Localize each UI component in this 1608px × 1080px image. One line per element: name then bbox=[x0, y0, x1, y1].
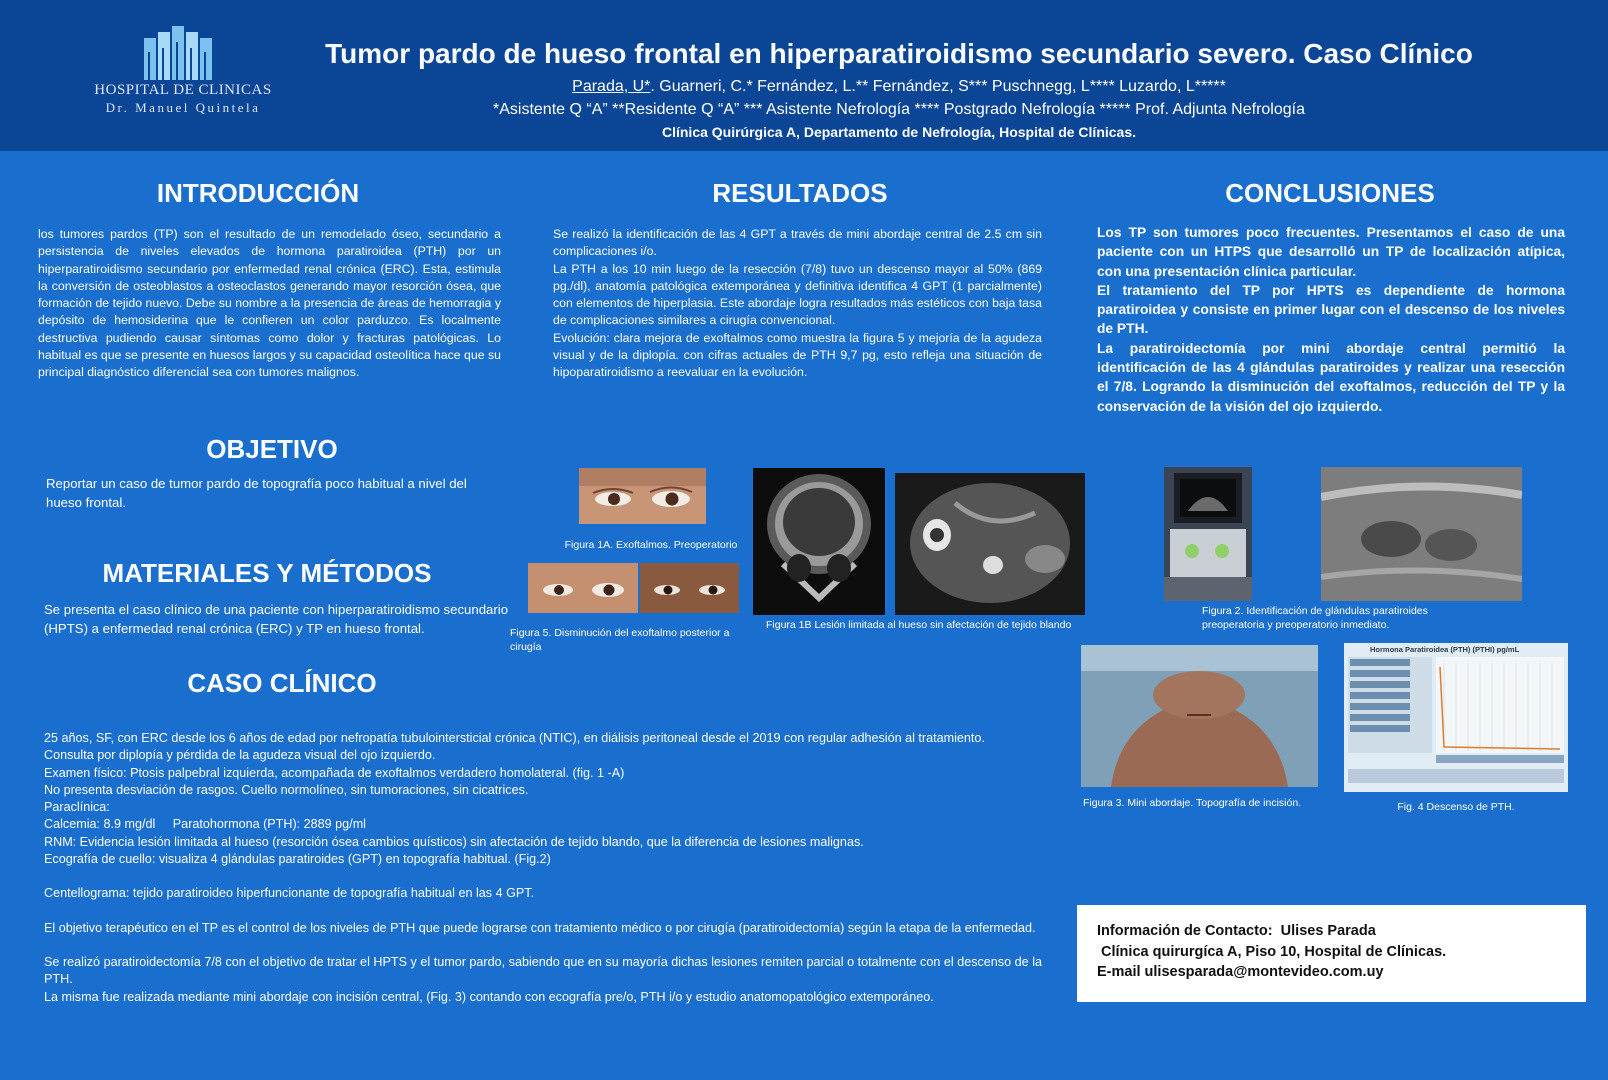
logo-line1: HOSPITAL DE CLINICAS bbox=[94, 82, 272, 98]
caso-line: El objetivo terapéutico en el TP es el control de los niveles de PTH que puede lograrse con tratamiento médico o por cirugía (paratiroidectomía) según la etapa de la enfermedad. bbox=[44, 920, 1036, 935]
caso-line: RNM: Evidencia lesión limitada al hueso (resorción ósea cambios quísticos) sin afectación de tejido blando, que la diferencia de lesiones malignas. bbox=[44, 834, 864, 849]
fig1a-caption: Figura 1A. Exoftalmos. Preoperatorio bbox=[564, 539, 738, 551]
caso-line: Se realizó paratiroidectomía 7/8 con el objetivo de tratar el HPTS y el tumor pardo, sabiendo que en su mayoría dichas lesiones remiten parcial o totalmente con el descenso de la PTH. bbox=[44, 954, 1042, 987]
contact-email: E-mail ulisesparada@montevideo.com.uy bbox=[1097, 964, 1384, 980]
fig4-chart-title: Hormona Paratiroidea (PTH) (PTHI) pg/mL bbox=[1370, 645, 1520, 654]
fig3-caption: Figura 3. Mini abordaje. Topografía de incisión. bbox=[1083, 797, 1302, 809]
fig5-preop-photo bbox=[528, 563, 638, 613]
caso-line: Ecografía de cuello: visualiza 4 glándulas paratiroides (GPT) en topografía habitual. (Fig.2) bbox=[44, 852, 551, 867]
fig2-caption: Figura 2. Identificación de glándulas paratiroides preoperatoria y preoperatorio inmediato. bbox=[1202, 605, 1428, 631]
conclusiones-text: Los TP son tumores poco frecuentes. Presentamos el caso de una paciente con un HTPS que desarrolló un TP de localización atípica, con una presentación clínica particular. El tratamiento del TP por HPTS es dependiente de hormona paratiroidea y consiste en primer lugar con el descenso de los niveles de PTH. La paratiroidectomía por mini abordaje central permitió la identificación de las 4 glándulas paratiroides y realizar una resección el 7/8. Logrando la disminución del exoftalmos, reducción del TP y la conservación de la visión del ojo izquierdo. bbox=[1097, 225, 1565, 414]
fig1b-ct-image bbox=[753, 468, 885, 615]
caso-line: Calcemia: 8.9 mg/dl Paratohormona (PTH): 2889 pg/ml bbox=[44, 817, 366, 832]
fig4-pth-chart bbox=[1344, 643, 1568, 792]
caso-title: CASO CLÍNICO bbox=[187, 668, 377, 698]
contact-address: Clínica quirurgíca A, Piso 10, Hospital de Clínicas. bbox=[1097, 943, 1447, 960]
caso-line: Centellograma: tejido paratiroideo hiperfuncionante de topografía habitual en las 4 GPT. bbox=[44, 886, 535, 901]
materiales-title: MATERIALES Y MÉTODOS bbox=[102, 558, 432, 588]
contact-box bbox=[1077, 905, 1586, 1002]
other-authors: . Guarneri, C.* Fernández, L.** Fernández, S*** Puschnegg, L**** Luzardo, L***** bbox=[650, 78, 1226, 95]
caso-line: Examen físico: Ptosis palpebral izquierda, acompañada de exoftalmos verdadero homolateral. (fig. 1 -A) bbox=[44, 765, 625, 780]
introduccion-text: los tumores pardos (TP) son el resultado de un remodelado óseo, secundario a persistencia de niveles elevados de hormona paratiroidea (PTH) por un hiperparatiroidismo secundario por enfermedad renal crónica (ERC). Esta, estimula la conversión de osteoblastos a osteoclastos generando mayor resorción ósea, que formación de tejido nuevo. Debe su nombre a la presencia de áreas de hemorragia y depósito de hemosiderina que le confieren un color parduzco. Es localmente destructiva pudiendo causar síntomas como dolor y fracturas patológicas. Lo habitual es que se presente en huesos largos y su capacidad osteolítica hace que su principal diagnóstico diferencial sea con tumores malignos. bbox=[38, 227, 501, 380]
logo-bars-icon bbox=[144, 24, 222, 80]
objetivo-title: OBJETIVO bbox=[206, 434, 338, 464]
fig1a-eyes-photo bbox=[579, 468, 706, 524]
fig5-caption: Figura 5. Disminución del exoftalmo posterior a cirugía bbox=[510, 627, 730, 653]
caso-line: 25 años, SF, con ERC desde los 6 años de edad por nefropatía tubulointersticial crónica (NTIC), en diálisis peritoneal desde el 2019 con regular adhesión al tratamiento. bbox=[44, 731, 985, 745]
resultados-text: Se realizó la identificación de las 4 GPT a través de mini abordaje central de 2.5 cm sin complicaciones i/o. La PTH a los 10 min luego de la resección (7/8) tuvo un descenso mayor al 50% (869 pg./dl), anatomía patológica extemporánea y definitiva identifica 4 GPT (1 parcialmente) con elementos de hiperplasia. Este abordaje logra resultados más estéticos con baja tasa de complicaciones similares a cirugía convencional. Evolución: clara mejora de exoftalmos como muestra la figura 5 y mejoría de la agudeza visual y de la diplopía. con cifras actuales de PTH 9,7 pg, esto refleja una situación de hipoparatiroidismo a reevaluar en la evolución. bbox=[553, 227, 1042, 380]
caso-line: La misma fue realizada mediante mini abordaje con incisión central, (Fig. 3) contando con ecografía pre/o, PTH i/o y estudio anatomopatológico extemporáneo. bbox=[44, 989, 934, 1004]
logo-line2: Dr. Manuel Quintela bbox=[105, 100, 261, 115]
authors bbox=[290, 78, 1508, 96]
materiales-text: Se presenta el caso clínico de una paciente con hiperparatiroidismo secundario (HPTS) a enfermedad renal crónica (ERC) y TP en hueso frontal. bbox=[44, 602, 509, 636]
fig1b-caption: Figura 1B Lesión limitada al hueso sin afectación de tejido blando bbox=[766, 619, 1072, 631]
contact-name: Información de Contacto: Ulises Parada bbox=[1097, 923, 1376, 939]
first-author: Parada, U* bbox=[572, 78, 651, 95]
introduccion-title: INTRODUCCIÓN bbox=[156, 178, 360, 208]
conclusiones-title: CONCLUSIONES bbox=[1225, 178, 1435, 208]
fig4-caption: Fig. 4 Descenso de PTH. bbox=[1397, 801, 1515, 813]
header-banner bbox=[0, 0, 1608, 151]
fig1b-mri-image bbox=[895, 473, 1085, 615]
resultados-title: RESULTADOS bbox=[712, 178, 888, 208]
caso-line: Consulta por diplopía y pérdida de la agudeza visual del ojo izquierdo. bbox=[44, 748, 436, 763]
fig2-ultrasound-machine-photo bbox=[1164, 467, 1252, 601]
caso-text bbox=[44, 730, 1042, 1006]
caso-line: No presenta desviación de rasgos. Cuello normolíneo, sin tumoraciones, sin cicatrices. bbox=[44, 782, 529, 797]
caso-line: Paraclínica: bbox=[44, 800, 110, 815]
institution: Clínica Quirúrgica A, Departamento de Nefrología, Hospital de Clínicas. bbox=[661, 124, 1137, 140]
fig3-neck-photo bbox=[1081, 645, 1318, 787]
affiliations: *Asistente Q “A” **Residente Q “A” *** Asistente Nefrología **** Postgrado Nefrología ***** Prof. Adjunta Nefrología bbox=[493, 101, 1305, 118]
hospital-logo bbox=[78, 20, 288, 120]
fig2-ultrasound-image bbox=[1321, 467, 1522, 601]
objetivo-text: Reportar un caso de tumor pardo de topografía poco habitual a nivel del hueso frontal. bbox=[46, 476, 467, 510]
poster-title: Tumor pardo de hueso frontal en hiperparatiroidismo secundario severo. Caso Clínico bbox=[325, 38, 1473, 69]
fig5-postop-photo bbox=[640, 563, 739, 613]
